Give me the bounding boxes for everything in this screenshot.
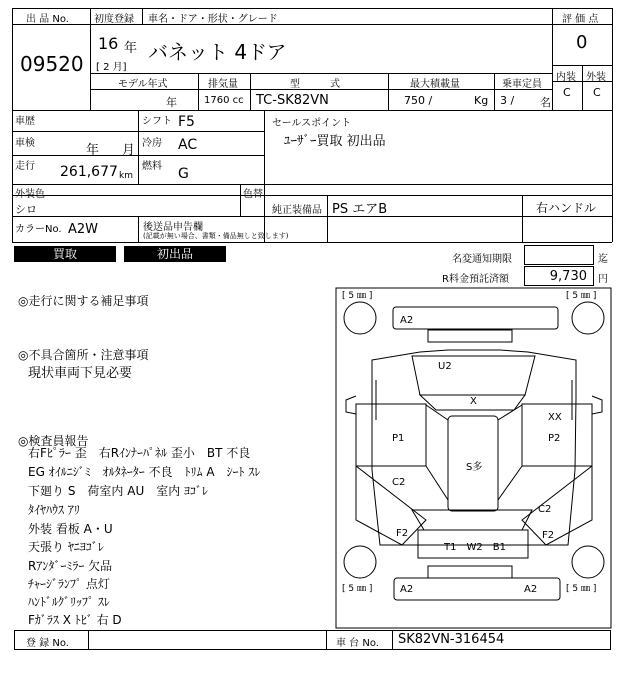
rule xyxy=(14,630,610,631)
mark-front-bumper: A2 xyxy=(400,315,414,326)
mirror-right xyxy=(592,396,602,414)
mileage-label: 走行 xyxy=(15,161,35,172)
rule xyxy=(14,649,610,650)
inspector-line: Rｱﾝﾀﾞｰﾐﾗｰ 欠品 xyxy=(28,559,113,573)
first-reg-month: [ 2 月] xyxy=(96,62,127,73)
color-no-label: カラーNo. xyxy=(15,224,62,235)
inspector-line: ﾊﾝﾄﾞﾙｸﾞﾘｯﾌﾟ ｽﾚ xyxy=(28,595,110,609)
aftermarket-label: 後送品申告欄 xyxy=(143,222,203,233)
car-name: バネット 4ドア xyxy=(148,40,287,64)
rule xyxy=(14,630,15,650)
exterior-grade: C xyxy=(593,86,601,99)
rule xyxy=(392,630,393,650)
score-label: 評 価 点 xyxy=(562,14,599,25)
inspector-line: 外装 看板 A・U xyxy=(28,522,113,536)
badge-first-listing: 初出品 xyxy=(124,246,226,262)
mark-left-door: P1 xyxy=(392,433,405,444)
inspector-line: ﾁｬｰｼﾞﾗﾝﾌﾟ 点灯 xyxy=(28,577,110,591)
inspector-heading: ◎検査員報告 xyxy=(18,434,89,448)
sales-point-label: セールスポイント xyxy=(272,118,352,129)
mark-left-rear: F2 xyxy=(396,528,409,539)
capacity-label: 乗車定員 xyxy=(502,79,542,90)
first-reg-year: 16 xyxy=(98,34,119,53)
rule xyxy=(326,630,327,650)
chassis-value: SK82VN-316454 xyxy=(398,632,505,647)
capacity-unit: 名 xyxy=(540,96,551,109)
exterior-label: 外装 xyxy=(586,72,606,83)
recycle-unit: 円 xyxy=(598,274,608,285)
type-value: TC-SK82VN xyxy=(256,93,329,108)
steering-value: 右ハンドル xyxy=(536,201,597,215)
reg-no-label: 登 録 No. xyxy=(26,638,69,649)
tire-label-rl: [ 5 ㎜ ] xyxy=(342,584,373,594)
model-year-label: モデル年式 xyxy=(118,79,168,90)
tire-label-fl: [ 5 ㎜ ] xyxy=(342,291,373,301)
fuel-label: 燃料 xyxy=(142,161,162,172)
shift-label: シフト xyxy=(142,116,172,127)
inspector-line: Fｶﾞﾗｽ X ﾄﾋﾞ 右 D xyxy=(28,613,122,627)
deadline-label: 名変通知期限 xyxy=(452,254,512,265)
mark-rear-bumper-left: A2 xyxy=(400,584,414,595)
rear-window-shape xyxy=(412,510,532,530)
equipment-value: PS エアB xyxy=(332,202,388,217)
interior-label: 内装 xyxy=(556,72,576,83)
rule xyxy=(610,630,611,650)
inspector-line: ﾀｲﾔﾊｳｽ ｱﾘ xyxy=(28,503,80,517)
lot-number: 09520 xyxy=(20,52,84,76)
recycle-value: 9,730 xyxy=(549,269,587,284)
rule xyxy=(88,630,89,650)
front-bumper-shape xyxy=(393,307,558,329)
left-door-shape xyxy=(356,404,426,466)
body-outline xyxy=(372,350,576,545)
mirror-left xyxy=(346,396,356,414)
max-load-value: 750 / xyxy=(404,94,433,107)
tire-label-rr: [ 5 ㎜ ] xyxy=(566,584,597,594)
displacement-label: 排気量 xyxy=(208,79,238,90)
supplement-heading: ◎走行に関する補足事項 xyxy=(18,294,149,308)
inspection-label: 車検 xyxy=(15,138,35,149)
inspector-line: 天張り ﾔﾆﾖｺﾞﾚ xyxy=(28,540,104,554)
inspection-year-unit: 年 xyxy=(86,143,100,158)
left-rear-shape xyxy=(356,466,426,545)
mark-right-rear: F2 xyxy=(542,530,555,541)
max-load-label: 最大積載量 xyxy=(410,79,460,90)
tire-label-fr: [ 5 ㎜ ] xyxy=(566,291,597,301)
mark-rear-panel: T1 W2 B1 xyxy=(444,542,506,553)
year-unit: 年 xyxy=(124,41,138,56)
mark-roof: S多 xyxy=(466,462,483,473)
lot-label: 出 品 No. xyxy=(26,14,69,25)
right-rear-shape xyxy=(522,466,592,545)
front-grille-shape xyxy=(428,330,512,342)
mileage-value: 261,677 xyxy=(60,164,118,180)
chassis-label: 車 台 No. xyxy=(336,638,379,649)
mark-right-door: P2 xyxy=(548,433,561,444)
tire-front-left xyxy=(344,302,376,334)
color-no-value: A2W xyxy=(68,222,99,237)
inspection-month-unit: 月 xyxy=(122,143,136,158)
diagram-frame xyxy=(336,288,611,628)
mark-right-side: C2 xyxy=(538,504,552,515)
shift-value: F5 xyxy=(178,114,195,130)
interior-grade: C xyxy=(563,86,571,99)
aftermarket-note: (記載が無い場合、書類・備品無しと致します) xyxy=(143,232,289,240)
ac-value: AC xyxy=(178,137,198,153)
mark-left-side: C2 xyxy=(392,477,406,488)
max-load-unit: Kg xyxy=(474,94,489,107)
mark-right-pillar: XX xyxy=(548,412,562,423)
first-reg-label: 初度登録 xyxy=(94,14,134,25)
score-value: 0 xyxy=(576,32,588,53)
mark-roof-front: U2 xyxy=(438,361,452,372)
mileage-unit: km xyxy=(119,171,133,181)
recycle-label: R料金預託済額 xyxy=(442,274,509,285)
defects-line: 現状車両下見必要 xyxy=(28,366,133,381)
model-year-unit: 年 xyxy=(166,96,177,109)
rear-plate-shape xyxy=(428,566,512,578)
defects-heading: ◎不具合箇所・注意事項 xyxy=(18,348,149,362)
equipment-label: 純正装備品 xyxy=(272,205,322,216)
displacement-value: 1760 cc xyxy=(204,95,244,106)
tire-rear-left xyxy=(344,546,376,578)
fuel-value: G xyxy=(178,166,189,182)
mark-hood: X xyxy=(470,396,477,407)
tire-rear-right xyxy=(572,546,604,578)
ac-label: 冷房 xyxy=(142,138,162,149)
type-label: 型 式 xyxy=(290,79,340,90)
capacity-value: 3 / xyxy=(500,94,515,107)
exterior-color-value: シロ xyxy=(15,203,37,216)
exterior-color-label: 外装色 xyxy=(15,189,45,200)
inspector-line: EG ｵｲﾙﾆｼﾞﾐ ｵﾙﾀﾈｰﾀｰ 不良 ﾄﾘﾑ A ｼｰﾄ ｽﾚ xyxy=(28,465,261,479)
mark-rear-bumper-right: A2 xyxy=(524,584,538,595)
history-label: 車歴 xyxy=(15,116,35,127)
windscreen-shape xyxy=(412,356,535,395)
body-lines xyxy=(426,405,522,500)
inspector-line: 下廻り S 荷室内 AU 室内 ﾖｺﾞﾚ xyxy=(28,484,209,498)
tire-front-right xyxy=(572,302,604,334)
sales-point-value: ﾕｰｻﾞｰ買取 初出品 xyxy=(284,134,386,149)
color-change-label: 色替 xyxy=(243,189,263,200)
inspector-line: 右Fﾋﾟﾗｰ 歪 右Rｲﾝﾅｰﾊﾟﾈﾙ 歪小 BT 不良 xyxy=(28,446,251,460)
deadline-unit: 迄 xyxy=(598,254,608,265)
badge-buyback: 買取 xyxy=(14,246,116,262)
car-name-label: 車名・ドア・形状・グレード xyxy=(148,14,278,25)
